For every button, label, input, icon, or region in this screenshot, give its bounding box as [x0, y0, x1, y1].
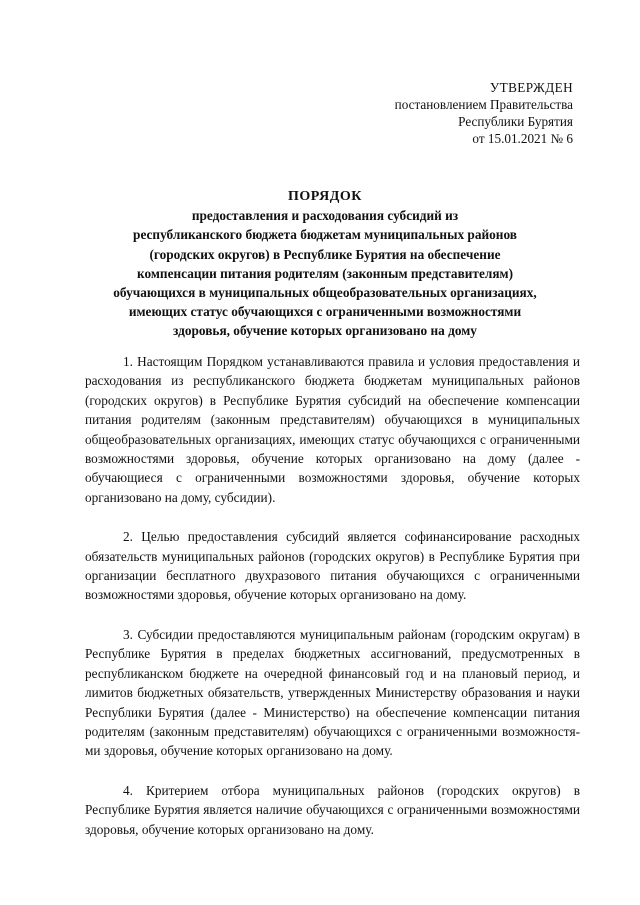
heading-line-5: обучающихся в муниципальных общеобразовательных организациях,	[113, 285, 537, 301]
heading-line-2: республиканского бюджета бюджетам муниципальных районов	[133, 227, 517, 243]
approval-decree: постановлением Правительства	[394, 97, 573, 112]
approval-republic: Республики Бурятия	[458, 114, 573, 129]
paragraph-3: 3. Субсидии предоставляются муниципальным районам (городским округам) в Республике Бурятия в пределах бюджетных ассигнований, предусмотренных в республиканском бюджете на очередной финансовый год и на плановый период, и лимитов бюджетных обязательств, утвержденных Министерству образования и науки Республики Бурятия (далее - Министерство) на обеспечение компенсации питания родителям (законным представителям) обучающихся с ограниченными возможностями здоровья, обучение которых организовано на дому.	[85, 626, 580, 759]
heading-line-4: компенсации питания родителям (законным представителям)	[136, 265, 513, 281]
approval-date-number: от 15.01.2021 № 6	[472, 131, 573, 146]
approval-title: УТВЕРЖДЕН	[489, 80, 573, 95]
document-title: ПОРЯДОК	[288, 189, 362, 204]
document-heading	[70, 187, 580, 341]
heading-line-3: (городских округов) в Республике Бурятия на обеспечение	[149, 246, 501, 262]
approval-stamp	[333, 79, 573, 147]
heading-line-1: предоставления и расходования субсидий из	[191, 208, 459, 224]
document-body	[85, 352, 580, 859]
paragraph-1: 1. Настоящим Порядком устанавливаются правила и условия предоставления и расходования из республиканского бюджета бюджетам муниципальных районов (городских округов) в Республике Бурятия субсидий на обеспечение компенсации питания родителям (законным представителям) обучающихся в муниципальных общеобразовательных организациях, имеющих статус обучающихся с ограниченными возможностями здоровья, обучение которых организовано на дому (далее - обучающиеся с ограниченными возможностями здоровья, обучение которых организовано на дому, субсидии).	[85, 354, 580, 505]
heading-line-7: здоровья, обучение которых организовано на дому	[173, 323, 477, 339]
paragraph-2: 2. Целью предоставления субсидий является софинансирование расходных обязательств муниципальных районов (городских округов) в Республике Бурятия при организации бесплатного двухразового питания обучающихся с ограниченными возможностями здоровья, обучение которых организовано на дому.	[85, 529, 580, 603]
heading-line-6: имеющих статус обучающихся с ограниченными возможностями	[128, 304, 522, 320]
paragraph-4: 4. Критерием отбора муниципальных районов (городских округов) в Республике Бурятия является наличие обучающихся с ограниченными возможностями здоровья, обучение которых организовано на дому.	[85, 782, 580, 837]
